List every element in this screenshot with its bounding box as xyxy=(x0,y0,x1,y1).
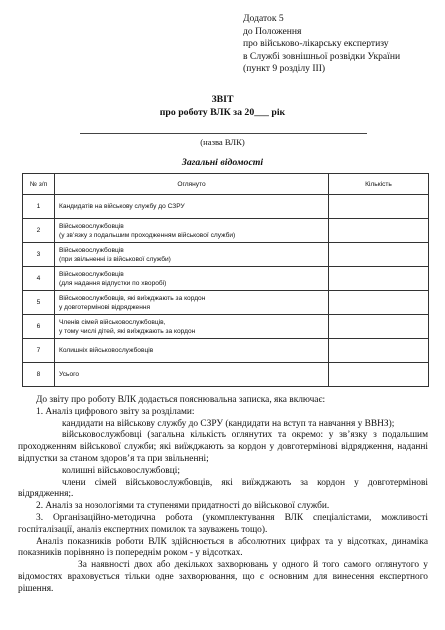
body-paragraph: кандидати на військову службу до СЗРУ (кандидати на вступ та навчання у ВВНЗ); xyxy=(62,418,395,429)
row-quantity-cell xyxy=(329,243,429,267)
appendix-block xyxy=(243,13,443,76)
row-text-line: Військовослужбовців xyxy=(59,246,124,254)
row-text-line: у довготермінові відрядження xyxy=(59,303,151,311)
report-heading xyxy=(0,94,445,119)
body-paragraph: 3. Організаційно-методична робота (укомплектування ВЛК спеціалістами, можливості госпіталізації, аналіз експертних помилок та зауважень тощо). xyxy=(18,512,428,535)
body-paragraph: До звіту про роботу ВЛК додається пояснювальна записка, яка включає: xyxy=(36,395,326,405)
row-examined-category xyxy=(55,195,329,219)
row-examined-category xyxy=(55,219,329,243)
column-header-examined: Оглянуто xyxy=(55,174,329,195)
row-quantity-cell xyxy=(329,315,429,339)
row-number: 8 xyxy=(23,363,55,387)
row-text-line: Військовослужбовців, які виїжджають за кордон xyxy=(59,294,206,302)
section-title: Загальні відомості xyxy=(181,157,264,168)
vlk-name-line xyxy=(80,133,367,134)
table-row xyxy=(23,267,429,291)
row-examined-category xyxy=(55,291,329,315)
appendix-line: (пункт 9 розділу III) xyxy=(243,63,326,75)
row-text-line: Усього xyxy=(59,371,80,378)
explanatory-note xyxy=(18,395,428,596)
column-header-quantity: Кількість xyxy=(329,174,429,195)
general-info-table xyxy=(22,173,429,387)
body-paragraph: 2. Аналіз за нозологіями та ступенями придатності до військової служби. xyxy=(36,501,330,512)
appendix-line: про військово-лікарську експертизу xyxy=(243,38,389,50)
table-row xyxy=(23,363,429,387)
body-paragraph: члени сімей військовослужбовців, які виїжджають за кордон у довготермінові відрядження;. xyxy=(18,477,428,500)
row-text-line: (для надання відпустки по хворобі) xyxy=(59,279,167,287)
row-number: 1 xyxy=(23,195,55,219)
body-paragraph: 1. Аналіз цифрового звіту за розділами: xyxy=(36,406,195,417)
table-row xyxy=(23,291,429,315)
row-quantity-cell xyxy=(329,219,429,243)
row-quantity-cell xyxy=(329,291,429,315)
appendix-line: в Службі зовнішньої розвідки України xyxy=(243,50,401,62)
column-header-number: № з/п xyxy=(23,174,55,195)
body-paragraph: військовослужбовці (загальна кількість оглянутих та окремо: у зв’язку з подальшим проходженням військової служби; які виїжджають за кордон у довготермінові відрядження, наданні відпустки за станом здоров’я та при звільненні; xyxy=(18,430,428,464)
row-text-line: Військовослужбовців xyxy=(59,222,124,230)
appendix-line: Додаток 5 xyxy=(243,13,284,24)
row-text-line: Членів сімей військовослужбовців, xyxy=(59,318,166,326)
row-number: 2 xyxy=(23,219,55,243)
row-text-line: Кандидатів на військову службу до СЗРУ xyxy=(59,203,185,210)
row-text-line: (у зв’язку з подальшим проходженням військової служби) xyxy=(59,231,236,239)
row-examined-category xyxy=(55,315,329,339)
appendix-line: до Положення xyxy=(243,25,302,37)
table-row xyxy=(23,195,429,219)
row-text-line: (при звільненні із військової служби) xyxy=(59,255,171,263)
row-text-line: у тому числі дітей, які виїжджають за кордон xyxy=(59,327,196,335)
row-quantity-cell xyxy=(329,363,429,387)
row-examined-category xyxy=(55,363,329,387)
row-number: 5 xyxy=(23,291,55,315)
row-number: 4 xyxy=(23,267,55,291)
row-examined-category xyxy=(55,243,329,267)
report-title: ЗВІТ xyxy=(211,94,234,105)
table-row xyxy=(23,243,429,267)
vlk-name-caption: (назва ВЛК) xyxy=(200,137,245,147)
row-number: 6 xyxy=(23,315,55,339)
table-row xyxy=(23,315,429,339)
row-quantity-cell xyxy=(329,339,429,363)
row-quantity-cell xyxy=(329,267,429,291)
row-number: 3 xyxy=(23,243,55,267)
row-text-line: Колишніх військовослужбовців xyxy=(59,347,154,354)
row-examined-category xyxy=(55,267,329,291)
table-row xyxy=(23,339,429,363)
row-quantity-cell xyxy=(329,195,429,219)
report-subtitle: про роботу ВЛК за 20___ рік xyxy=(159,106,286,118)
table-header-row xyxy=(23,174,429,195)
table-row xyxy=(23,219,429,243)
row-examined-category xyxy=(55,339,329,363)
body-paragraph: За наявності двох або декількох захворювань у одного й того самого оглянутого у відомостях враховується тільки одне захворювання, що є основним для винесення експертного рішення. xyxy=(18,560,428,594)
row-number: 7 xyxy=(23,339,55,363)
body-paragraph: Аналіз показників роботи ВЛК здійснюється в абсолютних цифрах та у відсотках, динаміка показників порівняно із попереднім роком - у відсотках. xyxy=(18,536,428,559)
row-text-line: Військовослужбовців xyxy=(59,270,124,278)
body-paragraph: колишні військовослужбовці; xyxy=(62,465,180,476)
